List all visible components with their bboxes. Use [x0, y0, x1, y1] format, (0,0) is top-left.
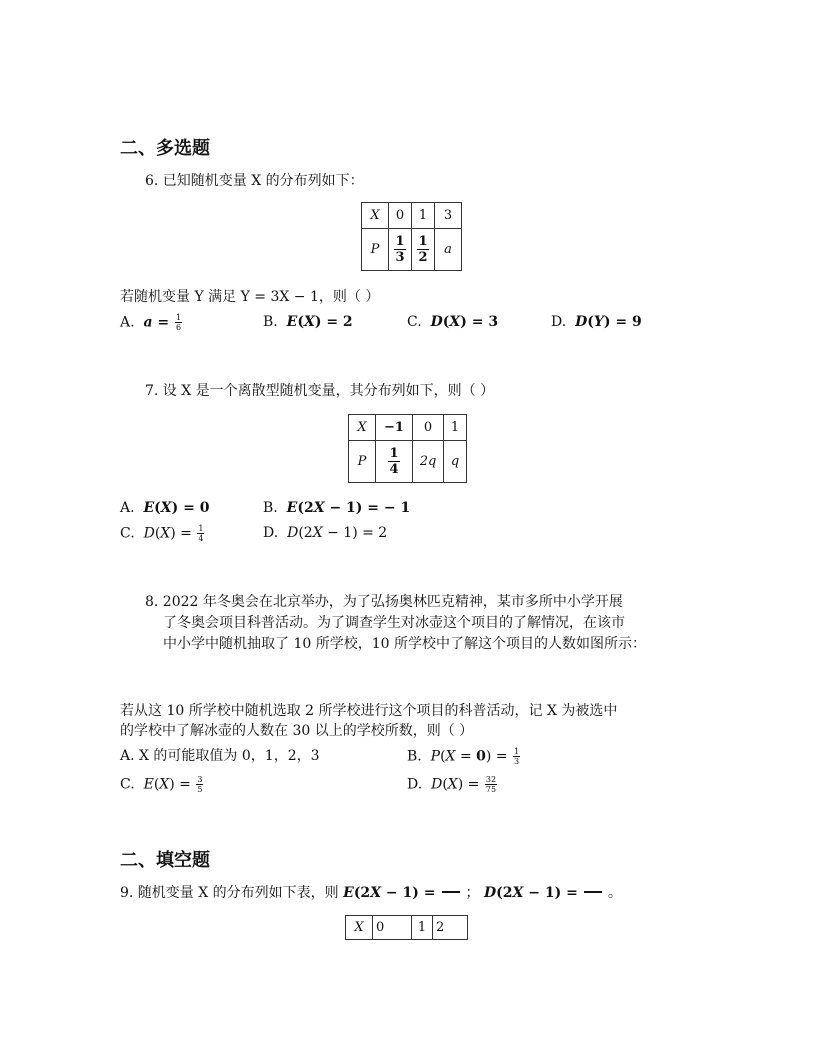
option-label: C.	[120, 525, 135, 542]
table-cell: 1	[412, 203, 435, 229]
q8-option-d: D. D(X) = $\frac{32}{75}$	[407, 775, 497, 794]
table-cell: X	[349, 415, 376, 441]
q9-end: 。	[607, 885, 622, 901]
table-cell: 0	[389, 203, 412, 229]
option-label: D.	[407, 776, 423, 793]
q7-distribution-table	[348, 414, 467, 483]
table-cell: $\frac{1}{3}$	[389, 229, 412, 271]
q9-distribution-table	[345, 915, 468, 940]
q6-option-a: A. a = $\frac{1}{6}$	[120, 313, 182, 332]
table-cell: $\frac{1}{2}$	[412, 229, 435, 271]
q6-option-c: C. D(X) = 3	[407, 314, 499, 330]
q6-option-b: B. E(X) = 2	[263, 314, 353, 330]
q9-stem: 9. 随机变量 X 的分布列如下表，则 E(2X − 1) = ； D(2X − 1) = 。	[120, 885, 622, 901]
table-cell: 1	[444, 415, 467, 441]
option-label: A.	[120, 314, 135, 331]
table-cell: q	[444, 441, 467, 483]
table-cell: 2q	[413, 441, 444, 483]
q7-option-b: B. E(2X − 1) = − 1	[263, 500, 411, 516]
q8-option-c: C. E(X) = $\frac{3}{5}$	[120, 775, 203, 794]
table-cell: $\frac{1}{4}$	[376, 441, 413, 483]
q9-text: 9. 随机变量 X 的分布列如下表，则	[120, 885, 339, 901]
q8-option-a: A. X 的可能取值为 0，1，2，3	[120, 748, 320, 764]
q7-option-c: C. D(X) = $\frac{1}{4}$	[120, 524, 204, 543]
q8-line: 的学校中了解冰壶的人数在 30 以上的学校所数，则（ ）	[120, 723, 474, 739]
q7-option-d: D. D(2X − 1) = 2	[263, 525, 388, 541]
q6-option-d: D. D(Y) = 9	[551, 314, 642, 330]
table-cell: 0	[413, 415, 444, 441]
option-label: A.	[120, 500, 135, 516]
option-label: B.	[263, 314, 278, 330]
q8-line: 若从这 10 所学校中随机选取 2 所学校进行这个项目的科普活动，记 X 为被选中	[120, 703, 618, 719]
table-cell: X	[362, 203, 389, 229]
answer-blank[interactable]	[584, 891, 602, 893]
answer-blank[interactable]	[442, 891, 460, 893]
option-label: B.	[407, 748, 422, 765]
option-label: C.	[120, 776, 135, 793]
table-cell: 1	[412, 916, 433, 940]
q7-stem: 7. 设 X 是一个离散型随机变量，其分布列如下，则（ ）	[145, 383, 495, 399]
section-title: 二、填空题	[120, 850, 210, 871]
table-cell: 0	[373, 916, 412, 940]
table-cell: X	[346, 916, 373, 940]
table-cell: a	[435, 229, 462, 271]
q6-stem: 6. 已知随机变量 X 的分布列如下：	[145, 173, 364, 189]
table-cell: P	[349, 441, 376, 483]
option-label: B.	[263, 500, 278, 516]
table-cell: −1	[376, 415, 413, 441]
q9-separator: ；	[465, 885, 480, 901]
option-label: C.	[407, 314, 422, 330]
q8-line: 中小学中随机抽取了 10 所学校，10 所学校中了解这个项目的人数如图所示：	[163, 636, 646, 652]
q8-option-b: B. P(X = 0) = $\frac{1}{3}$	[407, 747, 520, 766]
q8-line: 了冬奥会项目科普活动。为了调查学生对冰壶这个项目的了解情况，在该市	[163, 615, 625, 631]
q8-line: 8. 2022 年冬奥会在北京举办，为了弘扬奥林匹克精神，某市多所中小学开展	[145, 594, 623, 610]
table-cell: 2	[433, 916, 468, 940]
q7-option-a: A. E(X) = 0	[120, 500, 210, 516]
q6-distribution-table	[361, 202, 462, 271]
table-cell: P	[362, 229, 389, 271]
table-cell: 3	[435, 203, 462, 229]
option-label: D.	[263, 525, 279, 541]
section-title: 二、多选题	[120, 138, 210, 159]
q6-condition: 若随机变量 Y 满足 Y = 3X − 1，则（ ）	[120, 289, 380, 305]
option-label: D.	[551, 314, 567, 330]
